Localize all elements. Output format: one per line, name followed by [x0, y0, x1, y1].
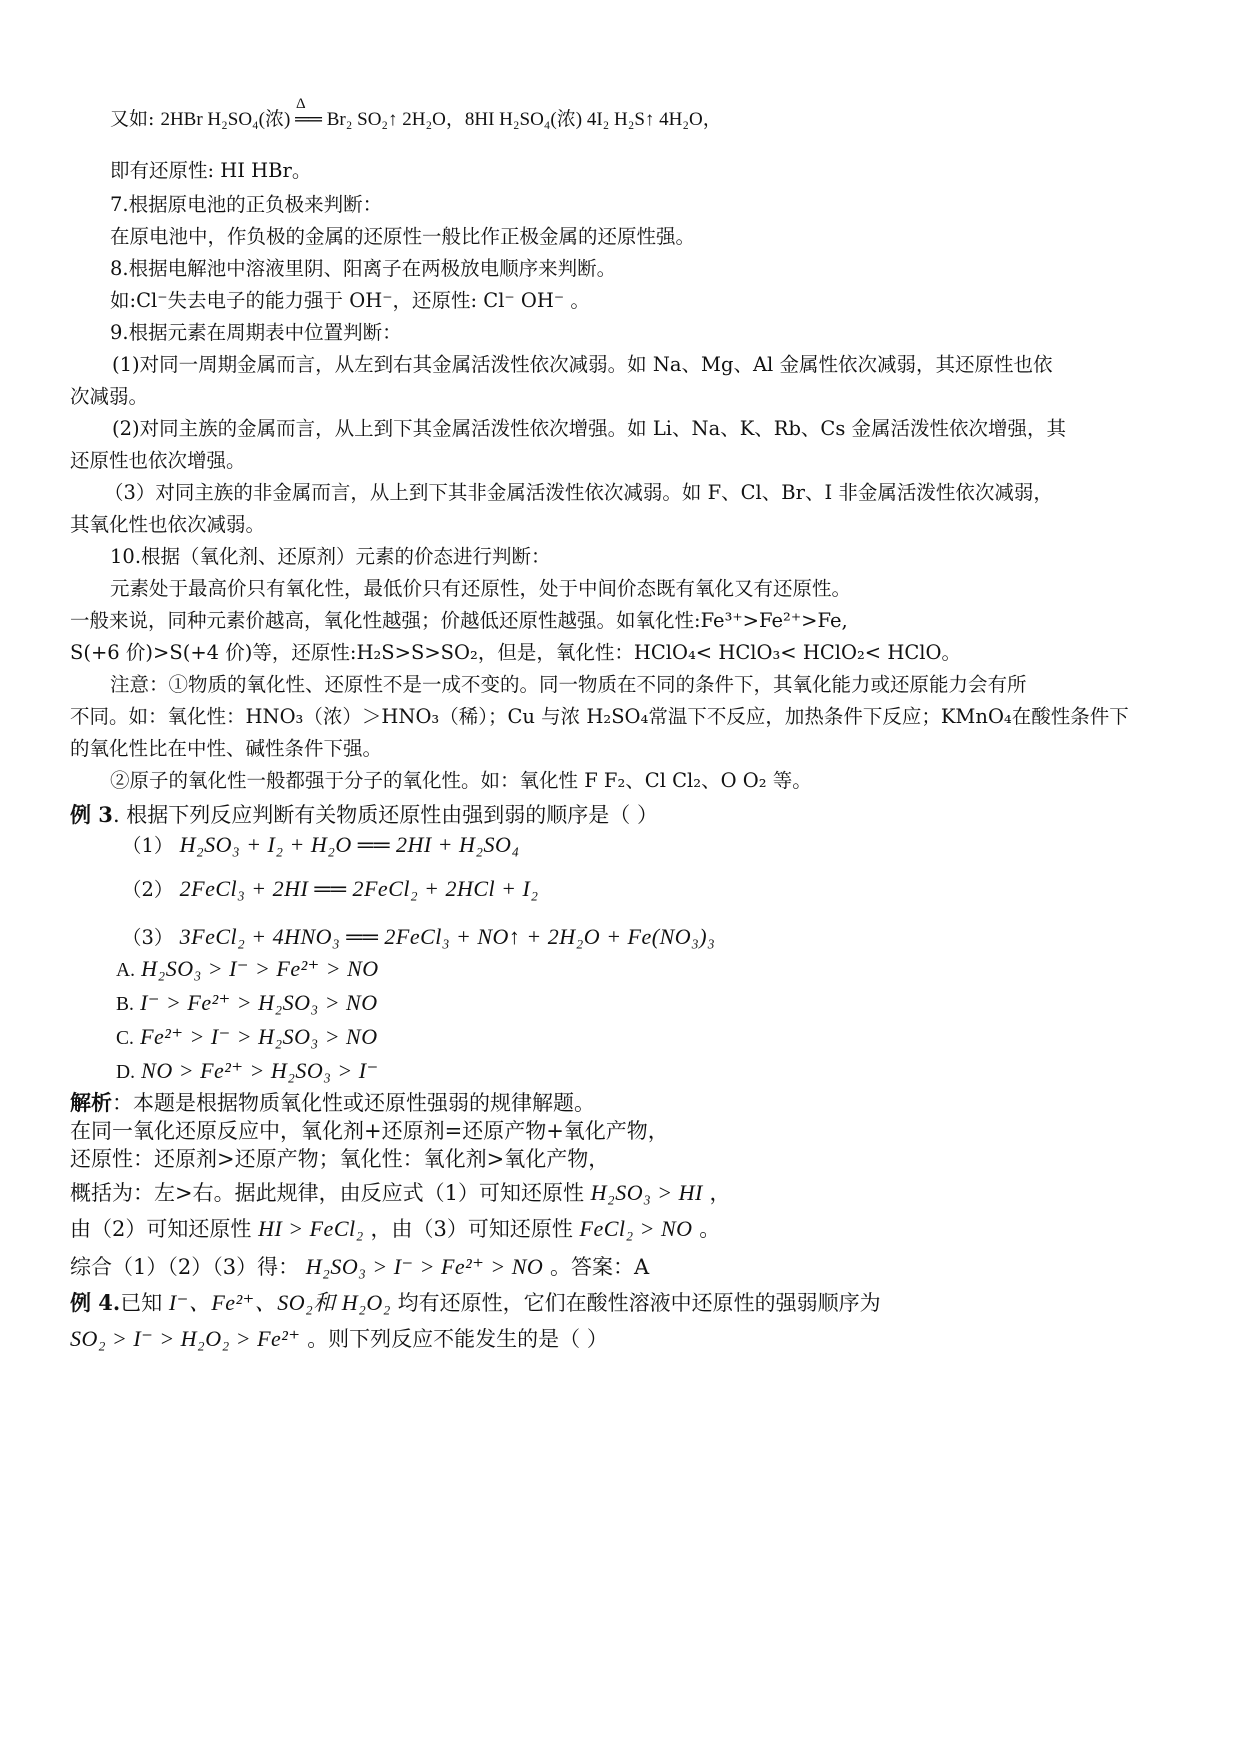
analysis-line-1	[70, 1090, 595, 1116]
option-text: H₂SO₃ > I⁻ > Fe²⁺ > NO	[141, 956, 379, 981]
option-text: I⁻ > Fe²⁺ > H₂SO₃ > NO	[140, 990, 378, 1015]
text-line-2: 即有还原性: HI HBr。	[110, 159, 312, 182]
reaction-num: （2）	[122, 878, 174, 901]
text-line-11: 还原性也依次增强。	[70, 449, 246, 472]
formula: FeCl₂ > NO	[579, 1216, 693, 1241]
reaction-num: （3）	[122, 926, 174, 949]
analysis-line-5	[70, 1216, 720, 1242]
text-line-6: 如:Cl⁻失去电子的能力强于 OH⁻，还原性: Cl⁻ OH⁻ 。	[110, 289, 590, 312]
analysis-line-4	[70, 1180, 730, 1206]
analysis-line-3: 还原性：还原剂>还原产物；氧化性：氧化剂>氧化产物，	[70, 1147, 610, 1171]
option-key: C.	[116, 1028, 134, 1049]
option-text: NO > Fe²⁺ > H₂SO₃ > I⁻	[141, 1058, 379, 1083]
analysis-line-2: 在同一氧化还原反应中，氧化剂+还原剂=还原产物+氧化产物，	[70, 1119, 669, 1143]
text-line-18: 注意：①物质的氧化性、还原性不是一成不变的。同一物质在不同的条件下，其氧化能力或还原能力会有所	[110, 673, 1027, 696]
analysis-line-6	[70, 1254, 649, 1280]
option-a	[116, 956, 379, 984]
reaction-equation: 2FeCl₃ + 2HI ══ 2FeCl₂ + 2HCl + I₂	[179, 876, 539, 901]
text-line-12: （3）对同主族的非金属而言，从上到下其非金属活泼性依次减弱。如 F、Cl、Br、I 非金属活泼性依次减弱，	[104, 481, 1053, 504]
reaction-1	[122, 832, 520, 859]
option-b	[116, 990, 378, 1018]
formula: SO₂ > I⁻ > H₂O₂ > Fe²⁺	[70, 1326, 301, 1351]
example-4-line-2	[70, 1326, 608, 1352]
analysis-text: 由（2）可知还原性	[70, 1217, 252, 1241]
analysis-text: 概括为：左>右。据此规律，由反应式（1）可知还原性	[70, 1181, 584, 1205]
option-key: D.	[116, 1062, 135, 1083]
analysis-label: 解析	[70, 1090, 112, 1115]
text-line-14: 10.根据（氧化剂、还原剂）元素的价态进行判断：	[110, 545, 551, 568]
example-3-text: . 根据下列反应判断有关物质还原性由强到弱的顺序是（ ）	[112, 803, 658, 827]
reaction-3	[122, 924, 715, 951]
formula: I⁻、Fe²⁺、SO₂和 H₂O₂	[168, 1290, 391, 1315]
text-line-9: 次减弱。	[70, 385, 149, 408]
reaction-equation: 3FeCl₂ + 4HNO₃ ══ 2FeCl₃ + NO↑ + 2H₂O + Fe(NO₃)₃	[179, 924, 716, 949]
analysis-text: ，	[709, 1181, 731, 1205]
formula: HI > FeCl₂	[258, 1216, 364, 1241]
option-key: A.	[116, 960, 135, 981]
reaction-equation: H₂SO₃ + I₂ + H₂O ══ 2HI + H₂SO₄	[179, 832, 520, 857]
text-line-1	[110, 106, 722, 133]
example-3-question	[70, 802, 658, 828]
delta-symbol: Δ	[296, 96, 306, 112]
example-3-label: 例 3	[70, 802, 113, 827]
equation-hbr-hi: 2HBr H₂SO₄(浓) ══ Br₂ SO₂↑ 2H₂O，8HI H₂SO₄(浓) 4I₂ H₂S↑ 4H₂O，	[160, 109, 722, 130]
example-4-line-1	[70, 1290, 881, 1316]
text-line-5: 8.根据电解池中溶液里阴、阳离子在两极放电顺序来判断。	[110, 257, 617, 280]
text-line-17: S(+6 价)>S(+4 价)等，还原性:H₂S>S>SO₂，但是，氧化性：HClO₄< HClO₃< HClO₂< HClO。	[70, 641, 961, 664]
text-line-7: 9.根据元素在周期表中位置判断：	[110, 321, 402, 344]
text-line-10: (2)对同主族的金属而言，从上到下其金属活泼性依次增强。如 Li、Na、K、Rb、Cs 金属活泼性依次增强，其	[112, 417, 1067, 440]
option-c	[116, 1024, 378, 1052]
text-line-3: 7.根据原电池的正负极来判断：	[110, 193, 383, 216]
formula: H₂SO₃ > HI	[590, 1180, 703, 1205]
text-line-13: 其氧化性也依次减弱。	[70, 513, 266, 536]
text-line-16: 一般来说，同种元素价越高，氧化性越强；价越低还原性越强。如氧化性:Fe³⁺>Fe²⁺>Fe,	[70, 609, 848, 632]
analysis-text: ，由（3）可知还原性	[370, 1217, 573, 1241]
reaction-num: （1）	[122, 834, 174, 857]
analysis-text: 。	[699, 1217, 721, 1241]
text-line-4: 在原电池中，作负极的金属的还原性一般比作正极金属的还原性强。	[110, 225, 696, 248]
example-4-text: 均有还原性，它们在酸性溶液中还原性的强弱顺序为	[397, 1291, 881, 1315]
text-line-8: (1)对同一周期金属而言，从左到右其金属活泼性依次减弱。如 Na、Mg、Al 金属性依次减弱，其还原性也依	[112, 353, 1053, 376]
text-line-19: 不同。如：氧化性：HNO₃（浓）＞HNO₃（稀）；Cu 与浓 H₂SO₄常温下不反应，加热条件下反应；KMnO₄在酸性条件下	[70, 705, 1129, 728]
line-prefix: 又如:	[110, 108, 155, 130]
text-line-21: ②原子的氧化性一般都强于分子的氧化性。如：氧化性 F F₂、Cl Cl₂、O O₂ 等。	[110, 769, 812, 792]
analysis-text: ：本题是根据物质氧化性或还原性强弱的规律解题。	[112, 1091, 595, 1115]
text-line-20: 的氧化性比在中性、碱性条件下强。	[70, 737, 383, 760]
example-4-label: 例 4.	[70, 1290, 121, 1315]
text-line-15: 元素处于最高价只有氧化性，最低价只有还原性，处于中间价态既有氧化又有还原性。	[110, 577, 852, 600]
formula: H₂SO₃ > I⁻ > Fe²⁺ > NO	[305, 1254, 544, 1279]
analysis-text: 综合（1）（2）（3）得：	[70, 1255, 300, 1279]
analysis-text: 。答案：A	[550, 1255, 650, 1279]
reaction-2	[122, 876, 538, 903]
option-d	[116, 1058, 379, 1086]
option-key: B.	[116, 994, 134, 1015]
example-4-text: 已知	[120, 1291, 163, 1315]
example-4-text: 。则下列反应不能发生的是（ ）	[307, 1327, 608, 1351]
option-text: Fe²⁺ > I⁻ > H₂SO₃ > NO	[140, 1024, 378, 1049]
